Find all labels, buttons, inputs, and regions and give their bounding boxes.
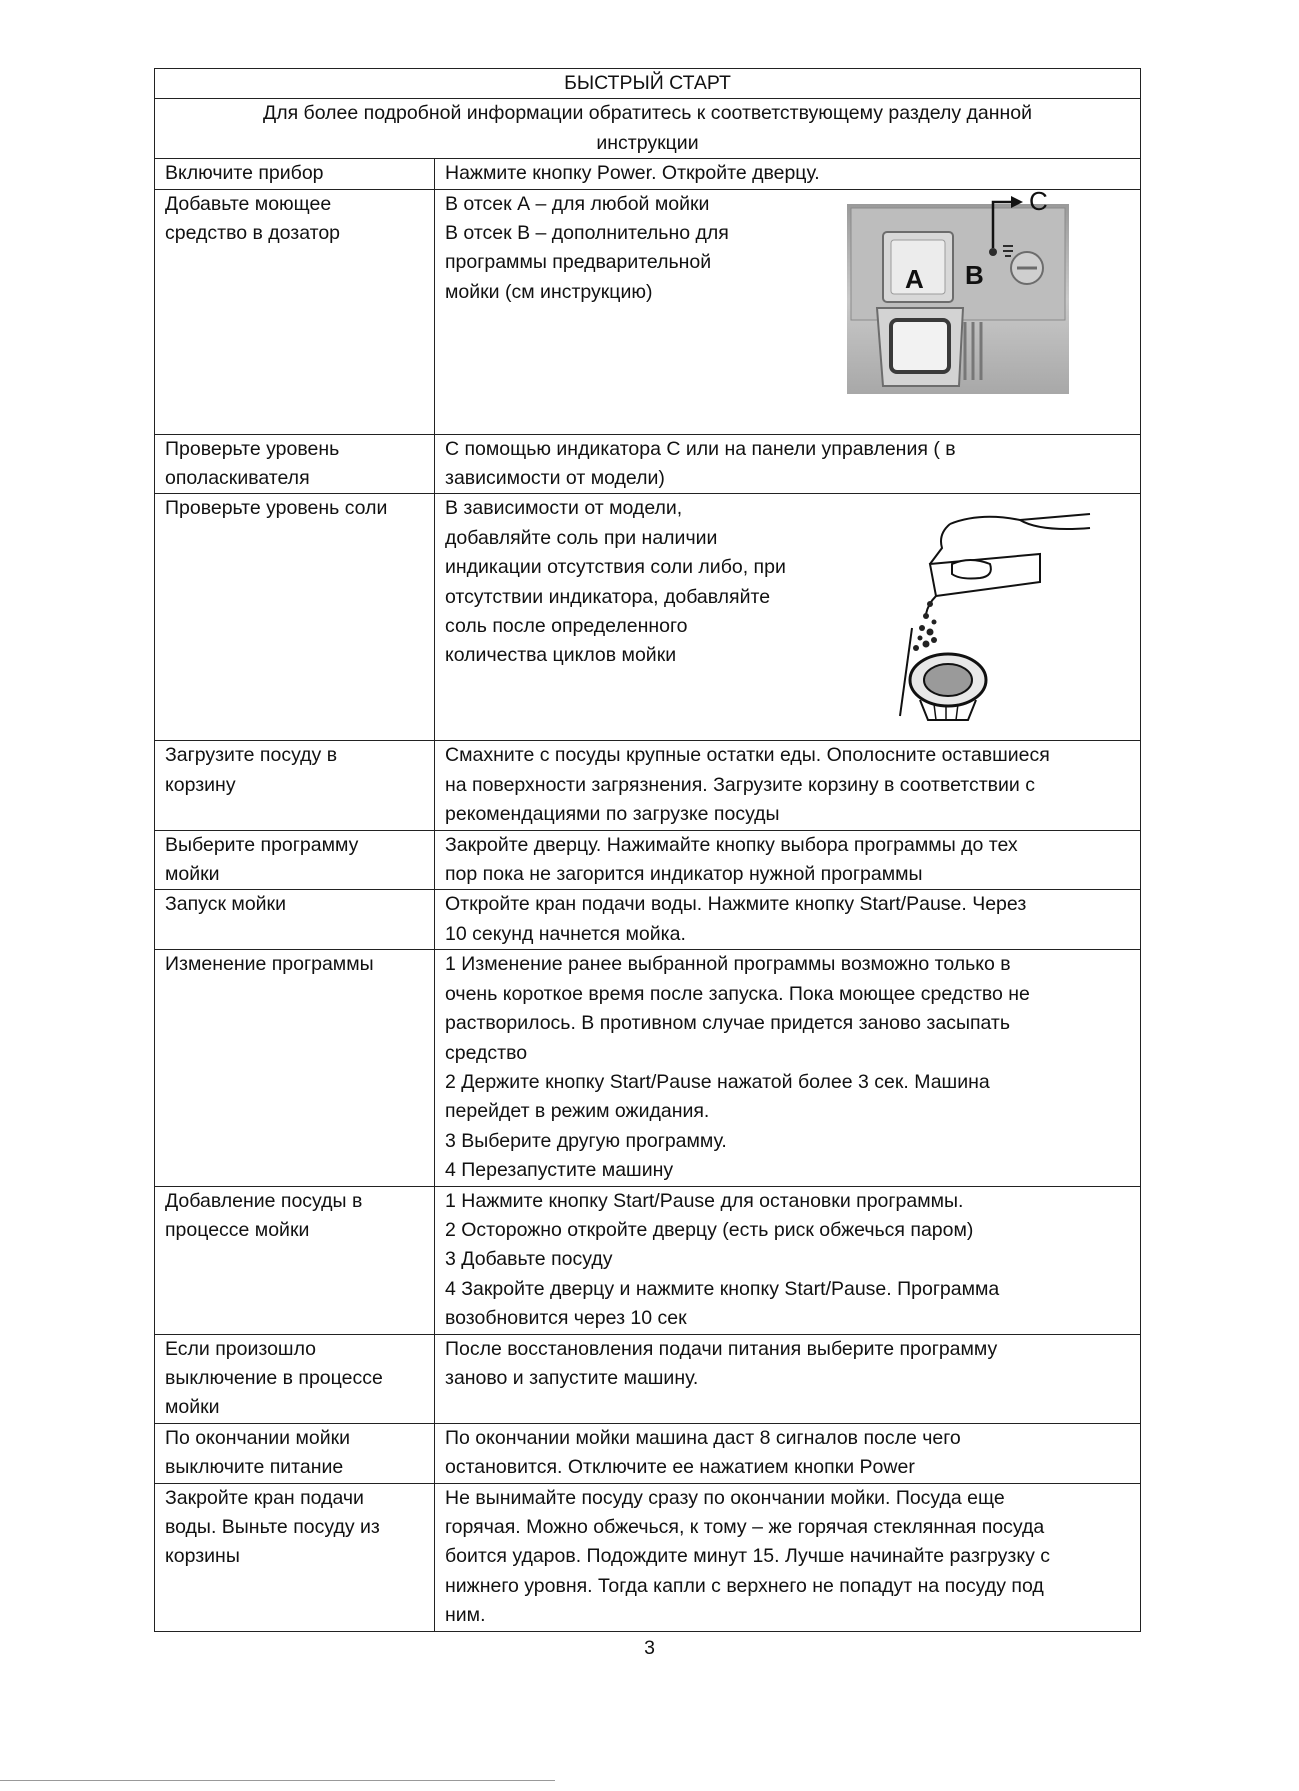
salt-pouring-illustration [890,504,1130,734]
desc-text: программы предварительной [445,251,712,274]
table-row [155,1423,1141,1483]
desc-text: 1 Изменение ранее выбранной программы возможно только в [445,953,1011,976]
step-text: выключение в процессе [165,1366,383,1389]
step-text: Проверьте уровень соли [165,497,388,520]
step-cell [155,741,435,830]
desc-cell [435,830,1141,890]
step-text: процессе мойки [165,1218,310,1241]
desc-text: нижнего уровня. Тогда капли с верхнего не попадут на посуду под [445,1574,1044,1597]
desc-text: боится ударов. Подождите минут 15. Лучше начинайте разгрузку с [445,1545,1051,1568]
step-text: По окончании мойки [165,1426,351,1449]
desc-text: 2 Держите кнопку Start/Pause нажатой более 3 сек. Машина [445,1070,990,1093]
desc-cell [435,741,1141,830]
desc-text: 1 Нажмите кнопку Start/Pause для остановки программы. [445,1189,964,1212]
table-row [155,1483,1141,1631]
desc-text: 4 Перезапустите машину [445,1159,674,1182]
table-row [155,830,1141,890]
table-row [155,159,1141,189]
desc-text: соль после определенного [445,615,688,638]
step-text: корзину [165,773,236,796]
desc-text: После восстановления подачи питания выберите программу [445,1337,998,1360]
desc-text: зависимости от модели) [445,467,665,490]
step-text: Добавление посуды в [165,1189,363,1212]
step-text: мойки [165,1396,220,1419]
step-text: Запуск мойки [165,893,286,916]
desc-text: мойки (см инструкцию) [445,280,653,303]
step-text: корзины [165,1545,240,1568]
subtitle-line: инструкции [596,131,699,154]
step-text: Изменение программы [165,953,374,976]
desc-text: 3 Выберите другую программу. [445,1129,727,1152]
page-number: 3 [644,1637,655,1659]
desc-cell [435,1334,1141,1423]
bottom-divider [0,1780,555,1781]
table-row [155,494,1141,741]
step-cell [155,1423,435,1483]
desc-text: В отсек В – дополнительно для [445,222,729,245]
step-text: Закройте кран подачи [165,1486,364,1509]
desc-cell [435,950,1141,1186]
desc-text: остановится. Отключите ее нажатием кнопки Power [445,1456,915,1479]
desc-text: 2 Осторожно откройте дверцу (есть риск обжечься паром) [445,1218,974,1241]
desc-text: Не вынимайте посуду сразу по окончании мойки. Посуда еще [445,1486,1005,1509]
desc-text: средство [445,1041,528,1064]
desc-cell [435,1423,1141,1483]
step-cell [155,434,435,494]
step-text: ополаскивателя [165,467,310,490]
table-title-row [155,69,1141,99]
desc-text: Откройте кран подачи воды. Нажмите кнопку Start/Pause. Через [445,893,1027,916]
table-row [155,1186,1141,1334]
desc-text: горячая. Можно обжечься, к тому – же горячая стеклянная посуда [445,1516,1045,1538]
desc-text: растворилось. В противном случае придется заново засыпать [445,1012,1011,1035]
desc-cell [435,494,1141,741]
step-cell [155,1334,435,1423]
desc-text: Смахните с посуды крупные остатки еды. Ополосните оставшиеся [445,744,1050,767]
step-text: Добавьте моющее [165,192,332,215]
desc-text: заново и запустите машину. [445,1366,699,1389]
desc-text: Нажмите кнопку Power. Откройте дверцу. [445,162,820,185]
desc-text: перейдет в режим ожидания. [445,1100,710,1123]
desc-text: рекомендациями по загрузке посуды [445,803,780,826]
step-cell [155,890,435,950]
step-cell [155,159,435,189]
desc-text: По окончании мойки машина даст 8 сигналов после чего [445,1426,961,1449]
step-text: мойки [165,863,220,886]
label-c: C [1029,189,1048,216]
subtitle-line: Для более подробной информации обратитесь к соответствующему разделу данной [263,102,1032,125]
desc-text: отсутствии индикатора, добавляйте [445,585,771,608]
step-cell [155,950,435,1186]
desc-text: пор пока не загорится индикатор нужной программы [445,863,923,886]
desc-text: на поверхности загрязнения. Загрузите корзину в соответствии с [445,773,1035,796]
desc-text: В отсек А – для любой мойки [445,192,710,215]
step-text: средство в дозатор [165,222,341,245]
step-cell [155,189,435,434]
desc-text: В зависимости от модели, [445,497,683,520]
table-row [155,741,1141,830]
table-subtitle-row [155,99,1141,159]
desc-cell [435,1483,1141,1631]
desc-text: 4 Закройте дверцу и нажмите кнопку Start/Pause. Программа [445,1277,1000,1300]
desc-cell [435,434,1141,494]
desc-text: 10 секунд начнется мойка. [445,922,686,945]
desc-cell [435,1186,1141,1334]
desc-text: Закройте дверцу. Нажимайте кнопку выбора программы до тех [445,833,1018,856]
desc-text: 3 Добавьте посуду [445,1248,613,1271]
table-row [155,434,1141,494]
table-title: БЫСТРЫЙ СТАРТ [155,69,1141,99]
step-cell [155,1186,435,1334]
table-row [155,189,1141,434]
quick-start-table [154,68,1141,1632]
label-a: A [905,263,924,294]
step-cell [155,830,435,890]
table-subtitle [155,99,1141,159]
table-row [155,950,1141,1186]
desc-text: возобновится через 10 сек [445,1307,687,1330]
label-b: B [965,259,984,290]
desc-text: С помощью индикатора С или на панели управления ( в [445,437,956,460]
step-text: выключите питание [165,1456,344,1479]
desc-text: очень короткое время после запуска. Пока моющее средство не [445,982,1030,1005]
detergent-dispenser-illustration [847,190,1147,410]
desc-cell [435,189,1141,434]
step-text: Включите прибор [165,162,324,185]
step-text: Выберите программу [165,833,359,856]
desc-cell [435,159,1141,189]
table-row [155,890,1141,950]
desc-text: количества циклов мойки [445,644,677,667]
step-text: воды. Выньте посуду из [165,1516,380,1538]
desc-cell [435,890,1141,950]
step-text: Если произошло [165,1337,317,1360]
step-cell [155,494,435,741]
desc-text: добавляйте соль при наличии [445,526,718,549]
desc-text: индикации отсутствия соли либо, при [445,556,786,579]
step-text: Проверьте уровень [165,437,340,460]
step-text: Загрузите посуду в [165,744,338,767]
step-cell [155,1483,435,1631]
table-row [155,1334,1141,1423]
desc-text: ним. [445,1604,486,1627]
